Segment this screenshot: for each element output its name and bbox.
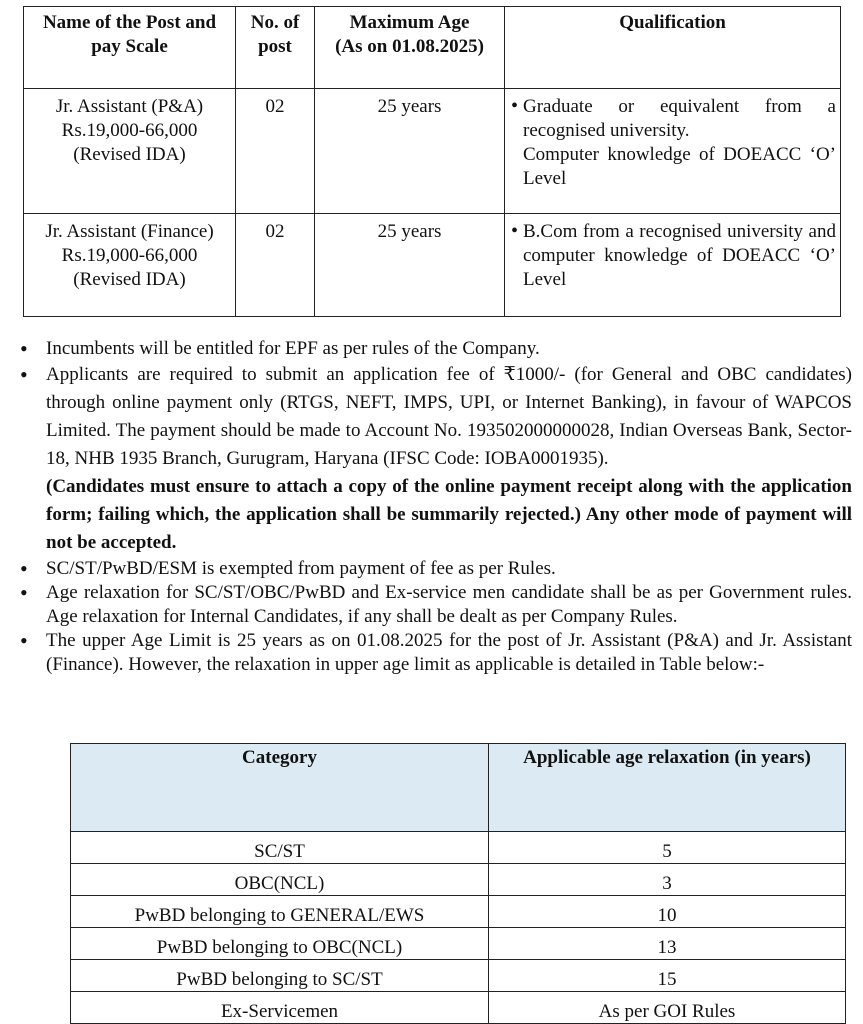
header-max-age: Maximum Age (As on 01.08.2025) [315, 7, 505, 89]
table-row [71, 896, 846, 928]
qualification-cell [505, 89, 841, 214]
note-epf: • Incumbents will be entitled for EPF as per rules of the Company. [18, 337, 852, 361]
header-post-count: No. of post [236, 7, 315, 89]
table-row [71, 864, 846, 896]
max-age-cell: 25 years [315, 214, 505, 317]
relaxation-value-cell: 13 [489, 928, 846, 960]
table-row [71, 992, 846, 1024]
relaxation-value-cell: 5 [489, 832, 846, 864]
posts-table-header [24, 7, 841, 89]
qualification-list [509, 95, 836, 191]
relaxation-value-cell: 10 [489, 896, 846, 928]
table-row [71, 928, 846, 960]
table-row [71, 960, 846, 992]
max-age-cell: 25 years [315, 89, 505, 214]
note-fee-warning: (Candidates must ensure to attach a copy of the online payment receipt along with the application form; failing which, the application shall be summarily rejected.) Any other mode of payment will not be accepted. [46, 476, 852, 553]
posts-table [23, 6, 841, 317]
note-fee-text: Applicants are required to submit an application fee of ₹1000/- (for General and OBC candidates) through online payment only (RTGS, NEFT, IMPS, UPI, or Internet Banking), in favour of WAPCOS Limited. The payment should be made to Account No. 193502000000028, Indian Overseas Bank, Sector-18, NHB 1935 Branch, Gurugram, Haryana (IFSC Code: IOBA0001935). [46, 364, 852, 469]
table-row [24, 214, 841, 317]
post-count-cell: 02 [236, 89, 315, 214]
post-name-cell: Jr. Assistant (Finance) Rs.19,000-66,000 (Revised IDA) [24, 214, 236, 317]
header-qualification: Qualification [505, 7, 841, 89]
note-relaxation: • Age relaxation for SC/ST/OBC/PwBD and Ex-service men candidate shall be as per Government rules. Age relaxation for Internal Candidates, if any shall be dealt as per Company Rules. [18, 581, 852, 629]
table-row [24, 89, 841, 214]
note-upper-age: • The upper Age Limit is 25 years as on 01.08.2025 for the post of Jr. Assistant (P&A) and Jr. Assistant (Finance). However, the relaxation in upper age limit as applicable is detailed in Table below:- [18, 629, 852, 677]
header-post-name: Name of the Post and pay Scale [24, 7, 236, 89]
category-cell: OBC(NCL) [71, 864, 489, 896]
qualification-item: • Graduate or equivalent from a recognised university. Computer knowledge of DOEACC ‘O’ Level [523, 95, 836, 191]
relaxation-value-cell: 15 [489, 960, 846, 992]
note-fee [18, 361, 852, 557]
note-exempt: • SC/ST/PwBD/ESM is exempted from payment of fee as per Rules. [18, 557, 852, 581]
category-cell: SC/ST [71, 832, 489, 864]
relaxation-value-cell: As per GOI Rules [489, 992, 846, 1024]
relaxation-table [70, 743, 846, 1024]
qualification-cell [505, 214, 841, 317]
header-age-relaxation: Applicable age relaxation (in years) [489, 744, 846, 832]
category-cell: Ex-Servicemen [71, 992, 489, 1024]
category-cell: PwBD belonging to SC/ST [71, 960, 489, 992]
relaxation-value-cell: 3 [489, 864, 846, 896]
qualification-list [509, 220, 836, 292]
relaxation-table-header [71, 744, 846, 832]
table-row [71, 832, 846, 864]
post-count-cell: 02 [236, 214, 315, 317]
header-category: Category [71, 744, 489, 832]
category-cell: PwBD belonging to GENERAL/EWS [71, 896, 489, 928]
category-cell: PwBD belonging to OBC(NCL) [71, 928, 489, 960]
qualification-item: • B.Com from a recognised university and computer knowledge of DOEACC ‘O’ Level [523, 220, 836, 292]
notes-list [18, 337, 852, 677]
post-name-cell: Jr. Assistant (P&A) Rs.19,000-66,000 (Revised IDA) [24, 89, 236, 214]
